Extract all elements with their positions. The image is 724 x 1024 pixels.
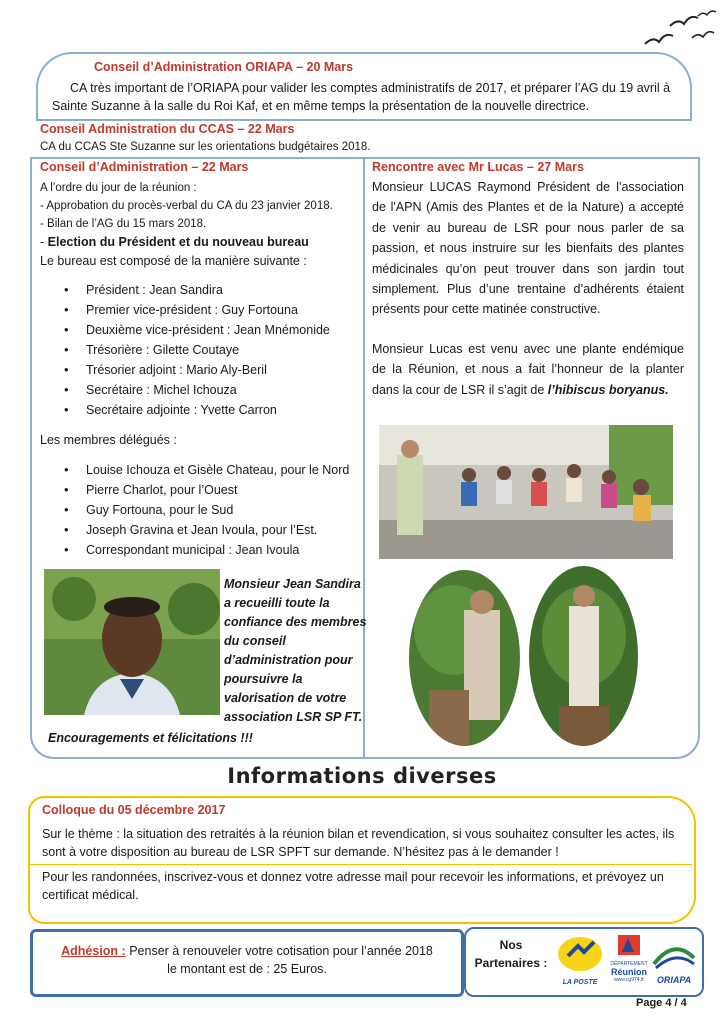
colloque-text: Sur le thème : la situation des retraités à la réunion bilan et revendication, si vous souhaitez consulter les actes, ils sont à votre disposition au bureau de LSR SPFT sur demande. N’hésitez pas à le demander ! (42, 827, 675, 859)
lucas-title: Rencontre avec Mr Lucas – 27 Mars (372, 160, 584, 174)
rando-text: Pour les randonnées, inscrivez-vous et donnez votre adresse mail pour recevoir les informations, et prévoyez un certificat médical. (42, 870, 664, 902)
portrait-caption (224, 575, 366, 727)
birds-decoration (640, 6, 720, 56)
caption-line: confiance des membres (224, 615, 367, 629)
ca-agenda-item-1: - Approbation du procès-verbal du CA du 23 janvier 2018. (40, 200, 333, 212)
oriapa-logo (652, 940, 696, 984)
page-number: Page 4 / 4 (636, 997, 687, 1009)
ca-election: Election du Président et du nouveau bureau (47, 235, 309, 249)
congrats-text: Encouragements et félicitations !!! (48, 731, 253, 745)
ca-agenda-item-2: - Bilan de l’AG du 15 mars 2018. (40, 218, 207, 230)
bureau-list (44, 280, 330, 420)
bureau-item: • Deuxième vice-président : Jean Mnémonide (86, 320, 330, 340)
bureau-item: • Trésorier adjoint : Mario Aly-Beril (86, 360, 330, 380)
bureau-item: • Secrétaire : Michel Ichouza (86, 380, 330, 400)
caption-line: association LSR SP FT. (224, 710, 363, 724)
caption-line: poursuivre la (224, 672, 303, 686)
reunion-name: Réunion (611, 967, 647, 977)
oriapa-title: Conseil d’Administration ORIAPA – 20 Mars (94, 60, 354, 74)
delegate-item: • Louise Ichouza et Gisèle Chateau, pour le Nord (86, 460, 349, 480)
adhesion-text-1: Penser à renouveler votre cotisation pour l’année 2018 (129, 944, 433, 958)
delegate-item: • Guy Fortouna, pour le Sud (86, 500, 349, 520)
planting-photo-1 (409, 570, 520, 746)
reunion-dept: DÉPARTEMENT (610, 961, 648, 967)
caption-line: du conseil (224, 634, 286, 648)
ccas-divider (36, 119, 692, 121)
partners-label-line-1: Nos (499, 938, 523, 952)
colloque-title: Colloque du 05 décembre 2017 (42, 803, 226, 817)
ccas-title: Conseil Administration du CCAS – 22 Mars (40, 122, 295, 136)
lucas-plant-name: l’hibiscus boryanus. (547, 382, 669, 397)
partners-label-line-2: Partenaires : (474, 956, 548, 970)
caption-line: d’administration pour (224, 653, 353, 667)
laposte-logo (552, 934, 608, 988)
delegate-item: • Pierre Charlot, pour l’Ouest (86, 480, 349, 500)
lucas-para2-text: Monsieur Lucas est venu avec une plante endémique de la Réunion, et nous a fait l’honneur de la planter dans la cour de LSR il s’agit de (372, 342, 684, 397)
portrait-photo (44, 569, 220, 715)
ccas-text: CA du CCAS Ste Suzanne sur les orientations budgétaires 2018. (40, 141, 371, 153)
caption-line: valorisation de votre (224, 691, 347, 705)
bureau-item: • Premier vice-président : Guy Fortouna (86, 300, 330, 320)
lucas-para2 (372, 339, 684, 400)
divers-heading: Informations diverses (227, 764, 497, 788)
bureau-item: • Trésorière : Gilette Coutaye (86, 340, 330, 360)
ca-election-prefix: - (40, 235, 48, 249)
planting-photo-2 (529, 566, 638, 746)
partners-label (472, 936, 550, 972)
adhesion-line-1 (42, 942, 452, 960)
ca-agenda-intro: A l’ordre du jour de la réunion : (40, 182, 197, 194)
oriapa-text: CA très important de l’ORIAPA pour valider les comptes administratifs de 2017, et préparer l’AG du 19 avril à Sainte Suzanne à la salle du Roi Kaf, et en même temps la présentation de la nouvelle directrice. (52, 81, 671, 113)
caption-line: a recueilli toute la (224, 596, 330, 610)
reunion-logo (608, 934, 650, 988)
delegates-list (44, 460, 349, 560)
caption-line: Monsieur Jean Sandira (224, 577, 361, 591)
divers-divider (30, 864, 692, 865)
delegate-item: • Correspondant municipal : Jean Ivoula (86, 540, 349, 560)
oriapa-logo-text: ORIAPA (656, 975, 692, 985)
adhesion-text-2: le montant est de : 25 Euros. (167, 962, 327, 976)
bureau-item: • Secrétaire adjointe : Yvette Carron (86, 400, 330, 420)
reunion-url: www.cg974.fr (613, 977, 644, 983)
ca-election-line (40, 233, 309, 251)
delegates-intro: Les membres délégués : (40, 433, 177, 447)
bureau-item: • Président : Jean Sandira (86, 280, 330, 300)
ca-title: Conseil d’Administration – 22 Mars (40, 160, 249, 174)
ca-bureau-intro: Le bureau est composé de la manière suivante : (40, 254, 307, 268)
delegate-item: • Joseph Gravina et Jean Ivoula, pour l’Est. (86, 520, 349, 540)
adhesion-label: Adhésion : (61, 944, 126, 958)
laposte-text: LA POSTE (562, 979, 598, 986)
lucas-para1: Monsieur LUCAS Raymond Président de l'association de l'APN (Amis des Plantes et de la Nature) a accepté de venir au bureau de LSR pour nous parler de sa passion, et nous instruire sur les bienfaits des plantes médicinales qu’on peut trouver dans son jardin tout simplement. Plus d’une trentaine d’adhérents étaient présents pour cette matinée constructive. (372, 180, 684, 317)
meeting-photo (379, 425, 673, 559)
